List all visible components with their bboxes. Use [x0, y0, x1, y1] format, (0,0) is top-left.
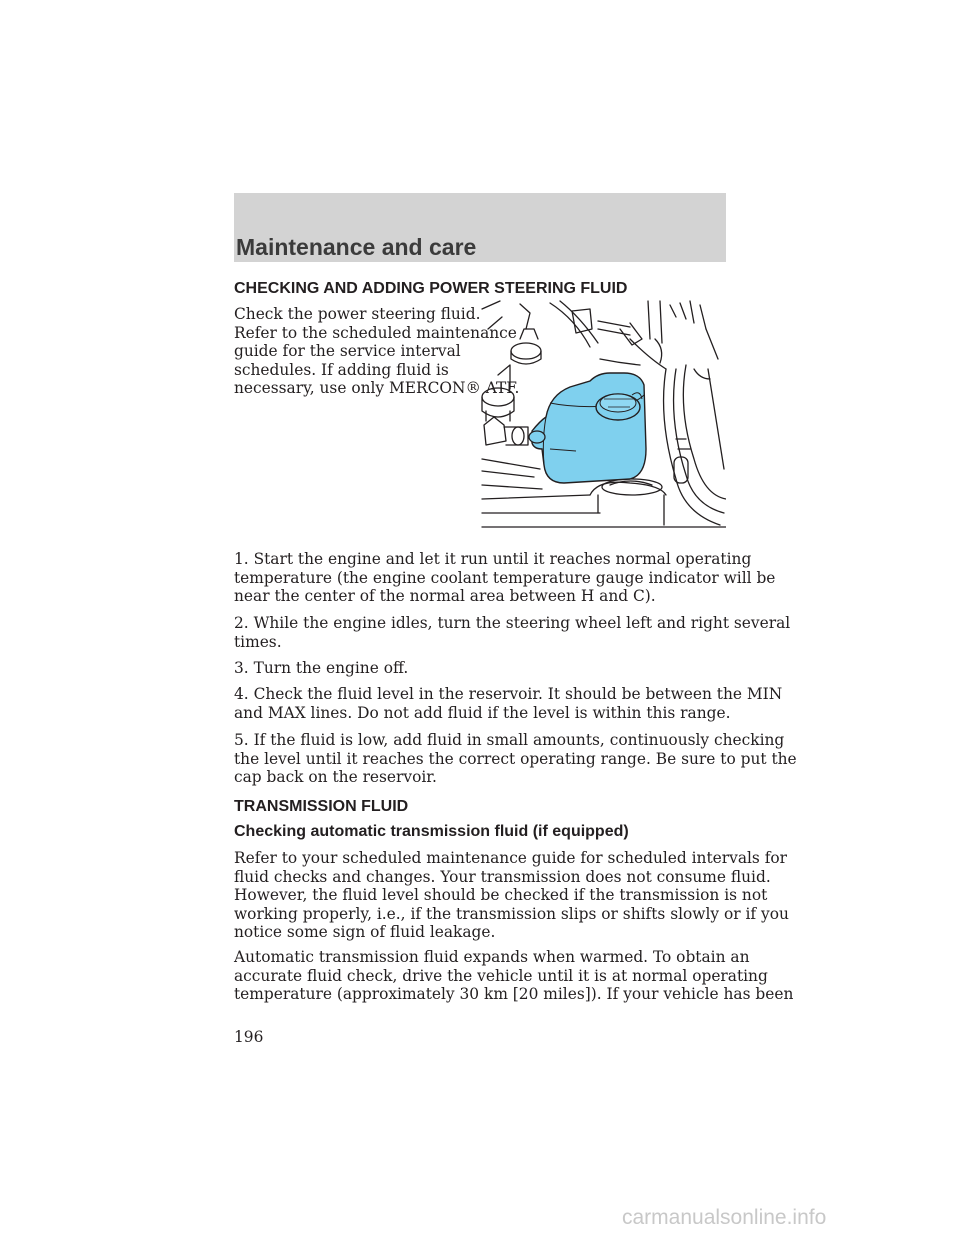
text-line: necessary, use only MERCON® ATF.: [234, 379, 520, 397]
watermark: carmanualsonline.info: [622, 1206, 827, 1229]
transmission-paragraph-2: [234, 948, 794, 1004]
text-line: guide for the service interval: [234, 342, 461, 360]
text-line: the level until it reaches the correct operating range. Be sure to put the: [234, 749, 797, 768]
text-line: cap back on the reservoir.: [234, 768, 437, 786]
transmission-subheading: Checking automatic transmission fluid (if equipped): [234, 823, 629, 840]
power-steering-intro: [234, 305, 520, 398]
text-line: accurate fluid check, drive the vehicle until it is at normal operating: [234, 966, 768, 985]
text-line: 5. If the fluid is low, add fluid in small amounts, continuously checking: [234, 731, 785, 749]
text-line: Refer to your scheduled maintenance guide for scheduled intervals for: [234, 849, 788, 867]
step-1: [234, 550, 776, 606]
page-number: 196: [234, 1028, 264, 1046]
text-line: and MAX lines. Do not add fluid if the level is within this range.: [234, 703, 731, 722]
text-line: 3. Turn the engine off.: [234, 659, 409, 677]
text-line: fluid checks and changes. Your transmission does not consume fluid.: [234, 867, 771, 886]
step-3: [234, 659, 734, 678]
text-line: temperature (approximately 30 km [20 miles]). If your vehicle has been: [234, 985, 794, 1003]
text-line: temperature (the engine coolant temperature gauge indicator will be: [234, 568, 776, 587]
text-line: Refer to the scheduled maintenance: [234, 323, 517, 342]
step-2: [234, 614, 791, 651]
text-line: However, the fluid level should be checked if the transmission is not: [234, 886, 768, 904]
section-title: Maintenance and care: [236, 234, 477, 260]
text-line: schedules. If adding fluid is: [234, 360, 449, 379]
power-steering-heading: CHECKING AND ADDING POWER STEERING FLUID: [234, 280, 628, 297]
text-line: Check the power steering fluid.: [234, 305, 481, 323]
transmission-paragraph-1: [234, 849, 789, 942]
text-line: notice some sign of fluid leakage.: [234, 923, 496, 941]
text-line: times.: [234, 632, 282, 651]
text-line: working properly, i.e., if the transmission slips or shifts slowly or if you: [234, 904, 789, 923]
text-line: 1. Start the engine and let it run until it reaches normal operating: [234, 550, 752, 568]
text-line: Automatic transmission fluid expands when warmed. To obtain an: [234, 948, 750, 966]
transmission-heading: TRANSMISSION FLUID: [234, 798, 409, 815]
step-5: [234, 731, 797, 787]
text-line: 4. Check the fluid level in the reservoir. It should be between the MIN: [234, 685, 783, 703]
text-line: 2. While the engine idles, turn the steering wheel left and right several: [234, 614, 791, 632]
text-line: near the center of the normal area between H and C).: [234, 587, 656, 605]
power-steering-reservoir-illustration: [480, 299, 726, 539]
step-4: [234, 685, 783, 722]
